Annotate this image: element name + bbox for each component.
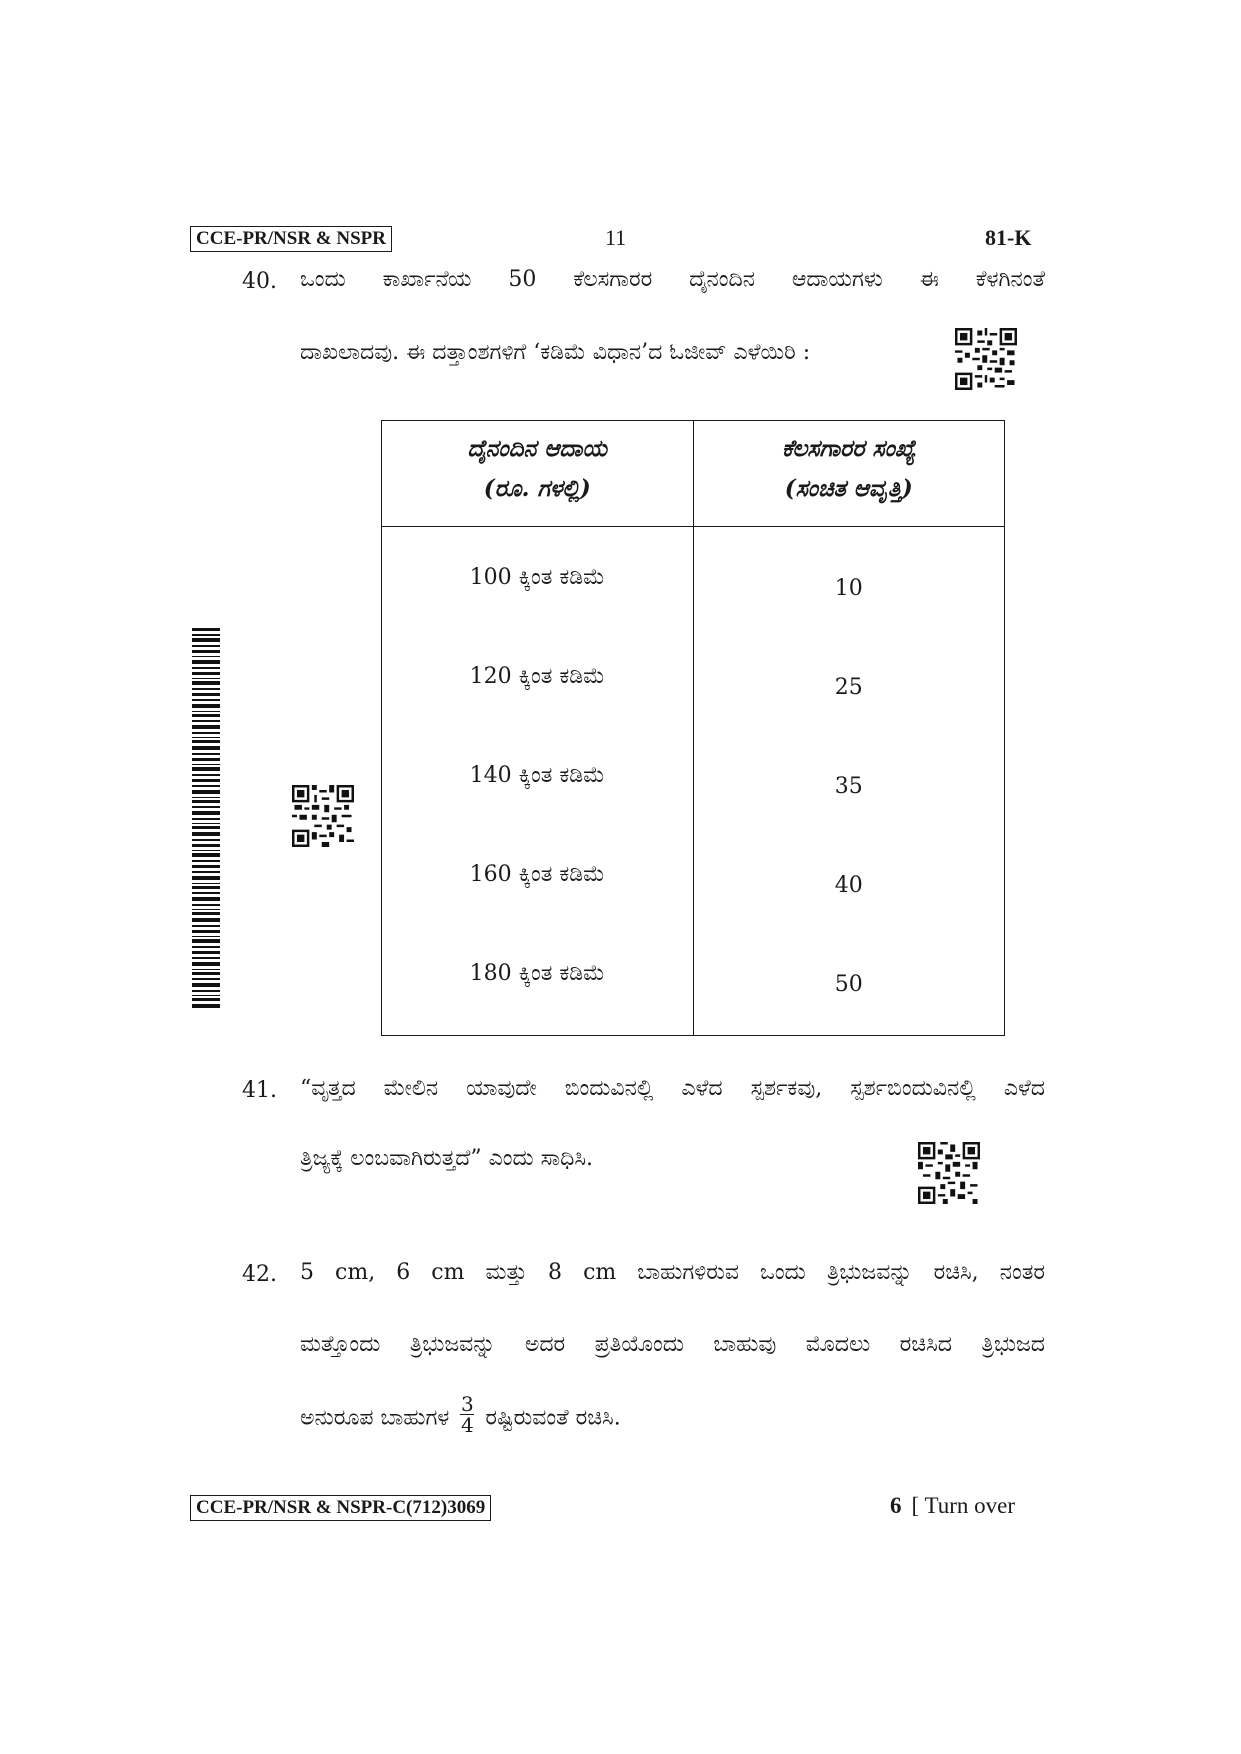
- cumulative-frequency-table: [381, 420, 1005, 1036]
- income-cell: 140 ಕ್ಕಿಂತ ಕಡಿಮೆ: [469, 763, 605, 788]
- column-header-workers-line2: (ಸಂಚಿತ ಆವೃತ್ತಿ): [784, 475, 913, 502]
- income-cell: 160 ಕ್ಕಿಂತ ಕಡಿಮೆ: [469, 862, 605, 887]
- question-42-line1: 5 cm, 6 cm ಮತ್ತು 8 cm ಬಾಹುಗಳಿರುವ ಒಂದು ತ್ರಿಭುಜವನ್ನು ರಚಿಸಿ, ನಂತರ: [300, 1260, 1045, 1285]
- qr-code-icon: [918, 1142, 980, 1204]
- workers-cell: 25: [834, 675, 863, 700]
- fraction-three-quarters: [460, 1394, 474, 1435]
- workers-cell: 40: [834, 873, 863, 898]
- footer-page-number: 6: [890, 1493, 902, 1518]
- column-header-income: [382, 421, 694, 527]
- question-42-line2: ಮತ್ತೊಂದು ತ್ರಿಭುಜವನ್ನು ಅದರ ಪ್ರತಿಯೊಂದು ಬಾಹುವು ಮೊದಲು ರಚಿಸಿದ ತ್ರಿಭುಜದ: [300, 1332, 1045, 1357]
- footer-left-code: CCE-PR/NSR & NSPR-C(712)3069: [190, 1495, 491, 1521]
- question-42-line3: [300, 1392, 621, 1439]
- table-header-row: [382, 421, 1005, 527]
- qr-code-icon: [292, 785, 354, 847]
- fraction-denominator: 4: [461, 1413, 474, 1437]
- column-header-income-line1: ದೈನಂದಿನ ಆದಾಯ: [467, 435, 608, 462]
- question-42-line3-after: ರಷ್ಟಿರುವಂತೆ ರಚಿಸಿ.: [485, 1405, 621, 1431]
- income-cell: 120 ಕ್ಕಿಂತ ಕಡಿಮೆ: [469, 664, 605, 689]
- table-body-row: [382, 527, 1005, 1036]
- qr-code-icon: [955, 328, 1017, 390]
- question-41-line2: ತ್ರಿಜ್ಯಕ್ಕೆ ಲಂಬವಾಗಿರುತ್ತದೆ” ಎಂದು ಸಾಧಿಸಿ.: [300, 1146, 593, 1171]
- workers-cell: 50: [834, 972, 863, 997]
- turn-over-label: [ Turn over: [911, 1493, 1016, 1518]
- question-41-line1: “ವೃತ್ತದ ಮೇಲಿನ ಯಾವುದೇ ಬಿಂದುವಿನಲ್ಲಿ ಎಳೆದ ಸ್ಪರ್ಶಕವು, ಸ್ಪರ್ಶಬಿಂದುವಿನಲ್ಲಿ ಎಳೆದ: [300, 1076, 1045, 1101]
- workers-cell: 10: [834, 576, 863, 601]
- income-cell: 100 ಕ್ಕಿಂತ ಕಡಿಮೆ: [469, 565, 605, 590]
- column-header-income-line2: (ರೂ. ಗಳಲ್ಲಿ): [483, 475, 591, 502]
- footer-right: [890, 1493, 1015, 1519]
- income-cell: 180 ಕ್ಕಿಂತ ಕಡಿಮೆ: [469, 961, 605, 986]
- column-header-workers-line1: ಕೆಲಸಗಾರರ ಸಂಖ್ಯೆ: [781, 435, 916, 462]
- barcode-icon: [192, 628, 220, 1011]
- workers-cell: 35: [834, 774, 863, 799]
- question-42-number: 42.: [242, 1262, 277, 1287]
- column-header-workers: [693, 421, 1005, 527]
- workers-column: [693, 527, 1005, 1036]
- header-left-code: CCE-PR/NSR & NSPR: [190, 226, 392, 252]
- header-right-code: 81-K: [985, 225, 1032, 250]
- question-40-number: 40.: [242, 269, 277, 294]
- question-41-number: 41.: [242, 1078, 277, 1103]
- income-column: [382, 527, 694, 1036]
- header-page-number: 11: [605, 225, 627, 250]
- fraction-numerator: 3: [461, 1392, 474, 1416]
- question-42-line3-before: ಅನುರೂಪ ಬಾಹುಗಳ: [300, 1405, 450, 1431]
- question-40-line1: ಒಂದು ಕಾರ್ಖಾನೆಯ 50 ಕೆಲಸಗಾರರ ದೈನಂದಿನ ಆದಾಯಗಳು ಈ ಕೆಳಗಿನಂತೆ: [300, 267, 1045, 292]
- question-40-line2: ದಾಖಲಾದವು. ಈ ದತ್ತಾಂಶಗಳಿಗೆ ‘ಕಡಿಮೆ ವಿಧಾನ’ದ ಓಜೀವ್ ಎಳೆಯಿರಿ :: [300, 340, 811, 365]
